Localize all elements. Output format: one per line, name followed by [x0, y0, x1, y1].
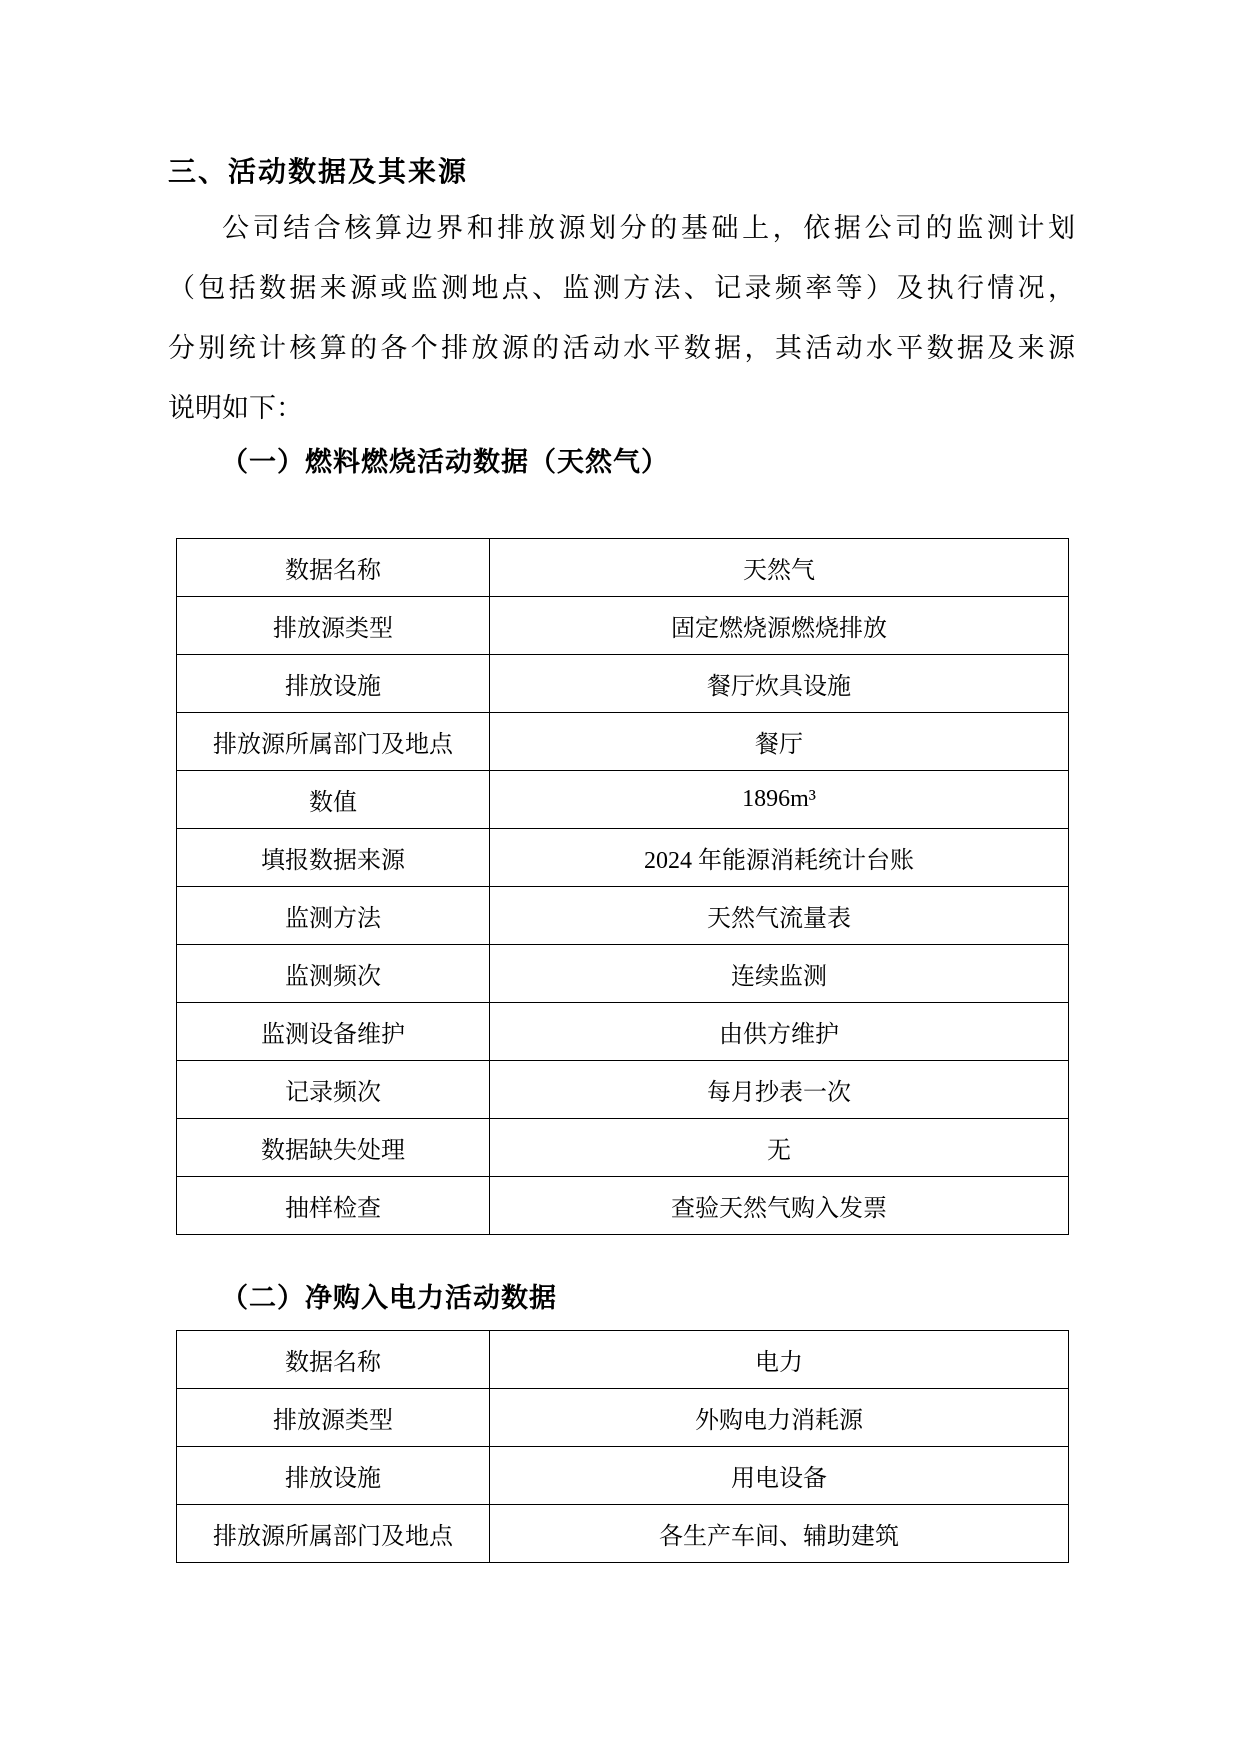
row-value-cell: 1896m³ — [490, 771, 1069, 829]
row-label-cell: 排放设施 — [177, 655, 490, 713]
intro-paragraph — [168, 198, 1075, 438]
row-value-cell: 2024 年能源消耗统计台账 — [490, 829, 1069, 887]
table-row — [177, 539, 1069, 597]
table-row — [177, 771, 1069, 829]
table-row — [177, 829, 1069, 887]
table-row — [177, 945, 1069, 1003]
table-row — [177, 1331, 1069, 1389]
row-label-cell: 排放设施 — [177, 1447, 490, 1505]
table-row — [177, 597, 1069, 655]
row-label-cell: 数据名称 — [177, 1331, 490, 1389]
paragraph-line: 说明如下： — [168, 393, 303, 423]
section-1-heading: （一）燃料燃烧活动数据（天然气） — [221, 447, 669, 477]
table-row — [177, 1505, 1069, 1563]
row-value-cell: 各生产车间、辅助建筑 — [490, 1505, 1069, 1563]
table-row — [177, 1177, 1069, 1235]
row-label-cell: 排放源类型 — [177, 597, 490, 655]
row-value-cell: 外购电力消耗源 — [490, 1389, 1069, 1447]
row-label-cell: 排放源所属部门及地点 — [177, 713, 490, 771]
table-row — [177, 1119, 1069, 1177]
row-value-cell: 无 — [490, 1119, 1069, 1177]
table-row — [177, 1061, 1069, 1119]
table-row — [177, 887, 1069, 945]
row-value-cell: 连续监测 — [490, 945, 1069, 1003]
table-row — [177, 713, 1069, 771]
row-label-cell: 填报数据来源 — [177, 829, 490, 887]
row-value-cell: 餐厅炊具设施 — [490, 655, 1069, 713]
row-value-cell: 天然气 — [490, 539, 1069, 597]
row-label-cell: 记录频次 — [177, 1061, 490, 1119]
row-value-cell: 查验天然气购入发票 — [490, 1177, 1069, 1235]
table-row — [177, 1003, 1069, 1061]
row-label-cell: 数据缺失处理 — [177, 1119, 490, 1177]
row-label-cell: 监测设备维护 — [177, 1003, 490, 1061]
row-value-cell: 电力 — [490, 1331, 1069, 1389]
row-value-cell: 用电设备 — [490, 1447, 1069, 1505]
purchased-electricity-table — [176, 1330, 1069, 1563]
row-label-cell: 抽样检查 — [177, 1177, 490, 1235]
paragraph-line: （包括数据来源或监测地点、监测方法、记录频率等）及执行情况， — [168, 273, 1075, 303]
row-value-cell: 天然气流量表 — [490, 887, 1069, 945]
row-label-cell: 监测方法 — [177, 887, 490, 945]
row-label-cell: 数值 — [177, 771, 490, 829]
row-label-cell: 排放源所属部门及地点 — [177, 1505, 490, 1563]
table-row — [177, 655, 1069, 713]
row-value-cell: 每月抄表一次 — [490, 1061, 1069, 1119]
paragraph-line: 公司结合核算边界和排放源划分的基础上，依据公司的监测计划 — [222, 213, 1075, 243]
row-label-cell: 数据名称 — [177, 539, 490, 597]
row-value-cell: 由供方维护 — [490, 1003, 1069, 1061]
page-title: 三、活动数据及其来源 — [168, 157, 469, 188]
row-value-cell: 餐厅 — [490, 713, 1069, 771]
row-label-cell: 监测频次 — [177, 945, 490, 1003]
paragraph-line: 分别统计核算的各个排放源的活动水平数据，其活动水平数据及来源 — [168, 333, 1075, 363]
section-2-heading: （二）净购入电力活动数据 — [221, 1283, 557, 1313]
fuel-combustion-table — [176, 538, 1069, 1235]
row-label-cell: 排放源类型 — [177, 1389, 490, 1447]
table-row — [177, 1389, 1069, 1447]
row-value-cell: 固定燃烧源燃烧排放 — [490, 597, 1069, 655]
table-row — [177, 1447, 1069, 1505]
